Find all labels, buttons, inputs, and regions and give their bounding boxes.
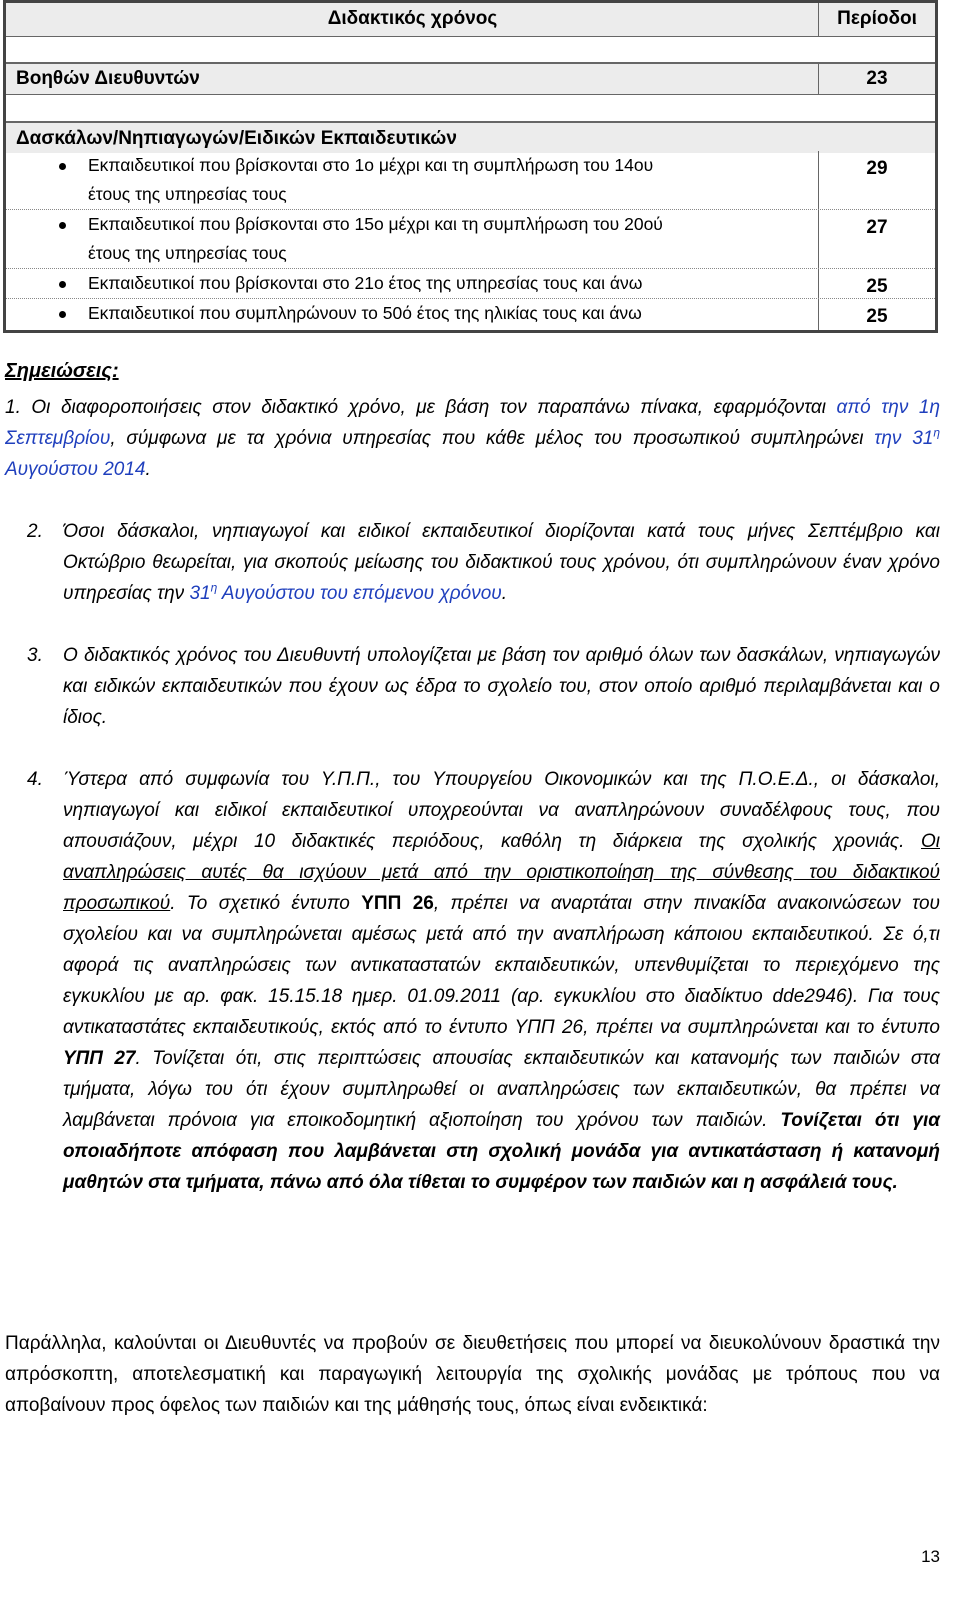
- item-line: Εκπαιδευτικοί που βρίσκονται στο 1ο μέχρι και τη συμπλήρωση του 14ου: [88, 155, 654, 175]
- row-label: Δασκάλων/Νηπιαγωγών/Ειδικών Εκπαιδευτικών: [16, 128, 457, 149]
- table-row: [6, 269, 935, 299]
- header-value: Περίοδοι: [818, 3, 935, 36]
- item-line: Εκπαιδευτικοί που συμπληρώνουν το 50ό έτος της ηλικίας τους και άνω: [88, 303, 642, 323]
- note-text: .: [145, 459, 151, 480]
- note-text: . Το σχετικό έντυπο: [170, 893, 362, 914]
- bullet-icon: [59, 163, 66, 170]
- table-row: [6, 123, 935, 153]
- form-code: ΥΠΠ 27: [63, 1048, 136, 1069]
- note-4: [27, 764, 941, 1198]
- closing-paragraph: Παράλληλα, καλούνται οι Διευθυντές να προβούν σε διευθετήσεις που μπορεί να διευκολύνουν δραστικά την απρόσκοπτη, αποτελεσματική και παραγωγική λειτουργία της σχολικής μονάδας με τρόπους που να αποβαίνουν προς όφελος των παιδιών και της μάθησής τους, όπως είναι ενδεικτικά:: [5, 1333, 940, 1416]
- table-header-row: [6, 3, 935, 37]
- note-text: . Τονίζεται ότι, στις περιπτώσεις απουσίας εκπαιδευτικών και κατανομής των παιδιών στα τμήματα, λόγω του ότι έχουν συμπληρωθεί οι αναπληρώσεις των εκπαιδευτικών, θα πρέπει να λαμβάνεται πρόνοια για εποικοδομητική αξιοποίηση του χρόνου των παιδιών.: [63, 1048, 940, 1131]
- form-code: ΥΠΠ 26: [361, 893, 434, 914]
- note-emphasis: Τονίζεται ότι για οποιαδήποτε απόφαση που λαμβάνεται στη σχολική μονάδα για αντικατάσταση ή κατανομή μαθητών στα τμήματα, πάνω από όλα τίθεται το συμφέρον των παιδιών και η ασφάλειά τους.: [63, 1110, 941, 1193]
- note-highlight: την $31^\eta$ Αυγούστου 2014: [5, 425, 940, 480]
- notes-heading: Σημειώσεις:: [5, 360, 119, 382]
- table-row: [6, 210, 935, 269]
- row-value: 25: [818, 299, 935, 330]
- note-text: , πρέπει να αναρτάται στην πινακίδα ανακοινώσεων του σχολείου και να συμπληρώνεται αμέσως μετά από την αναπλήρωση κάποιου εκπαιδευτικού. Σε ό,τι αφορά τις αναπληρώσεις των αντικαταστατών εκπαιδευτικών, υπενθυμίζεται το περιεχόμενο της εγκυκλίου με αρ. φακ. 15.15.18 ημερ. 01.09.2011 (αρ. εγκυκλίου στο διαδίκτυο dde2946). Για τους αντικαταστάτες εκπαιδευτικούς, εκτός από το έντυπο ΥΠΠ 26, πρέπει να συμπληρώνεται και το έντυπο: [63, 893, 940, 1038]
- item-line: έτους της υπηρεσίας τους: [88, 184, 287, 204]
- note-text: Ο διδακτικός χρόνος του Διευθυντή υπολογίζεται με βάση τον αριθμό όλων των δασκάλων, νηπιαγωγών και ειδικών εκπαιδευτικών που έχουν ως έδρα το σχολείο του, στον οποίο αριθμό περιλαμβάνεται και ο ίδιος.: [63, 645, 940, 728]
- note-number: 3.: [27, 645, 43, 666]
- bullet-icon: [59, 311, 66, 318]
- note-highlight: $31^\eta$ Αυγούστου του επόμενου χρόνου: [189, 580, 502, 604]
- item-line: έτους της υπηρεσίας τους: [88, 243, 287, 263]
- note-text: .: [501, 583, 507, 604]
- teaching-time-table: [3, 0, 938, 333]
- row-value: 23: [818, 64, 935, 94]
- row-label: Βοηθών Διευθυντών: [16, 68, 200, 89]
- item-line: Εκπαιδευτικοί που βρίσκονται στο 15ο μέχρι και τη συμπλήρωση του 20ού: [88, 214, 663, 234]
- table-row: [6, 299, 935, 330]
- note-number: 4.: [27, 769, 43, 790]
- note-text: Όσοι δάσκαλοι, νηπιαγωγοί και ειδικοί εκπαιδευτικοί διορίζονται κατά τους μήνες Σεπτέμβριο και Οκτώβριο θεωρείται, για σκοπούς μείωσης του διδακτικού τους χρόνου, ότι συμπληρώνουν έναν χρόνο υπηρεσίας την: [63, 521, 940, 604]
- note-number: 2.: [27, 521, 43, 542]
- header-label: Διδακτικός χρόνος: [327, 8, 498, 29]
- item-line: Εκπαιδευτικοί που βρίσκονται στο 21ο έτος της υπηρεσίας τους και άνω: [88, 273, 643, 293]
- note-number: 1.: [5, 397, 21, 418]
- row-value: 29: [818, 151, 935, 209]
- row-value: 27: [818, 210, 935, 268]
- note-text: Οι διαφοροποιήσεις στον διδακτικό χρόνο, με βάση τον παραπάνω πίνακα, εφαρμόζονται: [31, 397, 837, 418]
- bullet-icon: [59, 222, 66, 229]
- table-row: [6, 64, 935, 95]
- table-spacer-row: [6, 95, 935, 123]
- bullet-icon: [59, 281, 66, 288]
- note-highlight: από την 1η Σεπτεμβρίου: [5, 397, 941, 449]
- table-spacer-row: [6, 37, 935, 64]
- note-2: [27, 516, 940, 609]
- row-value: 25: [818, 269, 935, 298]
- page-number: 13: [921, 1547, 940, 1566]
- note-3: [27, 640, 940, 733]
- note-text: , σύμφωνα με τα χρόνια υπηρεσίας που κάθε μέλος του προσωπικού συμπληρώνει: [110, 428, 875, 449]
- note-underlined: Οι αναπληρώσεις αυτές θα ισχύουν μετά από την οριστικοποίηση της σύνθεσης του διδακτικού προσωπικού: [63, 831, 940, 914]
- note-text: Ύστερα από συμφωνία του Υ.Π.Π., του Υπουργείου Οικονομικών και της Π.Ο.Ε.Δ., οι δάσκαλοι, νηπιαγωγοί και ειδικοί εκπαιδευτικοί υποχρεούνται να αναπληρώνουν συναδέλφους τους, που απουσιάζουν, μέχρι 10 διδακτικές περιόδους, καθόλη τη διάρκεια της σχολικής χρονιάς.: [63, 769, 940, 852]
- note-1: [5, 392, 940, 485]
- table-row: [6, 151, 935, 210]
